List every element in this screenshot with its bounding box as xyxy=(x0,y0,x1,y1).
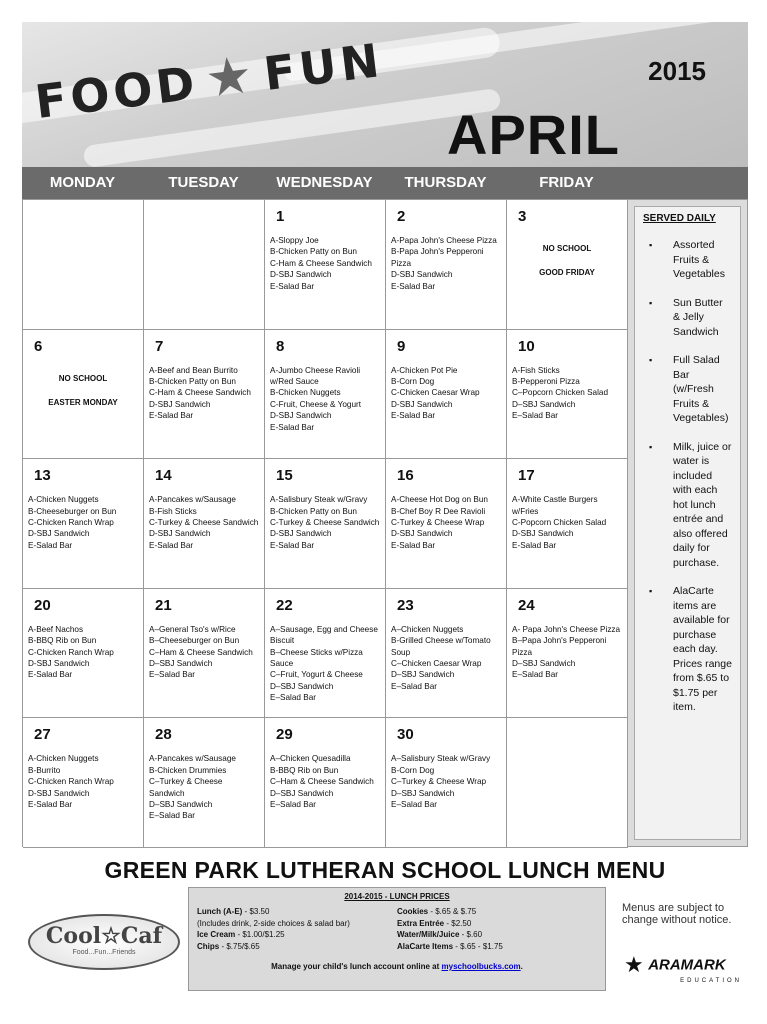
menu-item: C-Ham & Cheese Sandwich xyxy=(270,258,372,268)
day-note xyxy=(512,243,622,279)
menu-item: C-Chicken Ranch Wrap xyxy=(28,777,114,787)
menu-item: D-SBJ Sandwich xyxy=(28,529,90,539)
weekday-tuesday: TUESDAY xyxy=(168,174,239,191)
menu-disclaimer: Menus are subject to change without notice. xyxy=(622,902,732,926)
price-label: Lunch (A-E) xyxy=(197,907,243,916)
menu-item: C–Turkey & Cheese Wrap xyxy=(391,777,487,787)
menu-item: B-BBQ Rib on Bun xyxy=(270,765,339,775)
day-number: 20 xyxy=(34,596,51,614)
day-cell xyxy=(265,459,386,589)
menu-item: E-Salad Bar xyxy=(270,422,315,432)
price-value: - $.65 & $.75 xyxy=(428,907,477,916)
menu-item: A-Sloppy Joe xyxy=(270,236,319,245)
menu-items xyxy=(270,753,380,810)
logo-text-fun: FUN xyxy=(260,32,386,102)
menu-item: C-Ham & Cheese Sandwich xyxy=(149,388,251,398)
menu-item: B-Chef Boy R Dee Ravioli xyxy=(391,506,486,516)
price-value: (Includes drink, 2-side choices & salad bar) xyxy=(197,918,350,928)
weekday-header-row xyxy=(22,167,748,199)
day-cell xyxy=(23,589,144,719)
menu-items xyxy=(28,494,138,551)
served-daily-item: ▪ Milk, juice or water is included with each hot lunch entrée and also offered daily for purchase. xyxy=(643,440,732,571)
menu-item: A–Sausage, Egg and Cheese Biscuit xyxy=(270,624,378,646)
day-cell xyxy=(265,330,386,460)
menu-items xyxy=(270,624,380,704)
day-number: 9 xyxy=(397,337,406,355)
menu-item: A–Chicken Nuggets xyxy=(391,624,464,634)
prices-right-column xyxy=(397,906,597,952)
menu-item: A-Beef Nachos xyxy=(28,624,84,634)
aramark-education: EDUCATION xyxy=(680,978,742,984)
day-note-line: NO SCHOOL xyxy=(542,244,592,253)
menu-item: B–Papa John's Pepperoni Pizza xyxy=(512,636,607,657)
price-label: Cookies xyxy=(397,907,429,916)
day-cell xyxy=(265,718,386,848)
menu-item: A-Cheese Hot Dog on Bun xyxy=(391,495,488,505)
price-value: - $.60 xyxy=(459,930,483,939)
menu-item: E–Salad Bar xyxy=(149,670,195,680)
price-value: - $1.00/$1.25 xyxy=(235,930,285,939)
day-cell xyxy=(507,589,628,719)
price-value: - $2.50 xyxy=(444,918,472,928)
menu-items xyxy=(391,494,501,551)
menu-item: A-White Castle Burgers w/Fries xyxy=(512,495,598,516)
price-row xyxy=(197,906,397,918)
menu-items xyxy=(391,235,501,292)
menu-items xyxy=(149,624,259,681)
day-number: 22 xyxy=(276,596,293,614)
menu-item: D-SBJ Sandwich xyxy=(270,270,332,280)
menu-item: D–SBJ Sandwich xyxy=(512,659,576,668)
menu-item: A-Chicken Nuggets xyxy=(28,754,99,764)
menu-item: C-Turkey & Cheese Sandwich xyxy=(270,518,380,527)
served-daily-item: ▪ Sun Butter & Jelly Sandwich xyxy=(643,296,732,340)
price-label: Extra Entrée xyxy=(397,918,445,928)
menu-item: B-Pepperoni Pizza xyxy=(512,377,580,386)
day-cell xyxy=(144,589,265,719)
menu-item: C–Turkey & Cheese Sandwich xyxy=(149,777,223,798)
logo-text-food: FOOD xyxy=(32,55,202,130)
menu-item: E-Salad Bar xyxy=(149,540,194,550)
price-row xyxy=(397,941,597,953)
menu-item: B-Grilled Cheese w/Tomato Soup xyxy=(391,636,491,657)
menu-item: B-Chicken Drummies xyxy=(149,765,227,775)
menu-items xyxy=(512,624,622,681)
day-cell xyxy=(507,459,628,589)
menu-item: D–SBJ Sandwich xyxy=(149,659,213,668)
menu-items xyxy=(270,235,380,292)
menu-items xyxy=(149,365,259,422)
menu-item: D-SBJ Sandwich xyxy=(391,529,453,539)
price-value: - $.65 - $1.75 xyxy=(453,941,503,951)
menu-item: B-Cheeseburger on Bun xyxy=(28,506,117,516)
menu-item: C–Popcorn Chicken Salad xyxy=(512,388,609,398)
menu-item: E-Salad Bar xyxy=(28,540,73,550)
day-cell xyxy=(144,330,265,460)
day-number: 14 xyxy=(155,467,172,485)
menu-item: A-Papa John's Cheese Pizza xyxy=(391,236,497,245)
menu-items xyxy=(512,365,622,422)
menu-item: A–General Tso's w/Rice xyxy=(149,624,236,634)
menu-item: B-Chicken Nuggets xyxy=(270,388,341,398)
served-daily-item: ▪ AlaCarte items are available for purchase each day. Prices range from $.65 to $1.75 per item. xyxy=(643,584,732,715)
menu-item: A-Jumbo Cheese Ravioli w/Red Sauce xyxy=(270,365,361,386)
day-note-line: GOOD FRIDAY xyxy=(539,268,595,277)
calendar-grid xyxy=(22,199,627,847)
day-number: 16 xyxy=(397,467,414,485)
served-daily-item: ▪ Full Salad Bar (w/Fresh Fruits & Vegetables) xyxy=(643,353,732,426)
menu-item: D–SBJ Sandwich xyxy=(149,800,213,809)
header-banner xyxy=(22,22,748,167)
day-number: 2 xyxy=(397,208,406,225)
menu-item: D–SBJ Sandwich xyxy=(512,399,576,409)
menu-item: C-Popcorn Chicken Salad xyxy=(512,518,607,527)
menu-item: C–Chicken Caesar Wrap xyxy=(391,659,482,668)
weekday-friday: FRIDAY xyxy=(539,174,594,191)
menu-item: D-SBJ Sandwich xyxy=(512,529,574,539)
weekday-wednesday: WEDNESDAY xyxy=(276,174,373,191)
menu-item: C–Ham & Cheese Sandwich xyxy=(270,777,374,787)
day-cell xyxy=(386,200,507,330)
price-row xyxy=(397,929,597,941)
menu-item: C–Fruit, Yogurt & Cheese xyxy=(270,670,363,680)
menu-item: E-Salad Bar xyxy=(512,540,557,550)
day-number: 29 xyxy=(276,726,293,744)
price-row xyxy=(197,918,397,930)
day-cell xyxy=(23,200,144,330)
price-label: Chips xyxy=(197,941,220,951)
menu-items xyxy=(28,753,138,810)
menu-item: A–Salisbury Steak w/Gravy xyxy=(391,754,491,764)
day-number: 13 xyxy=(34,467,51,485)
day-cell xyxy=(265,589,386,719)
price-label: Ice Cream xyxy=(197,930,236,939)
day-cell xyxy=(265,200,386,330)
menu-item: B-Fish Sticks xyxy=(149,506,197,516)
price-label: Water/Milk/Juice xyxy=(397,930,460,939)
menu-item: E-Salad Bar xyxy=(391,281,436,291)
lunch-prices-box xyxy=(188,887,606,991)
day-cell xyxy=(144,200,265,330)
day-note-line: NO SCHOOL xyxy=(58,373,108,383)
menu-item: C-Chicken Ranch Wrap xyxy=(28,518,114,527)
lunch-prices-title: 2014-2015 - LUNCH PRICES xyxy=(344,892,450,901)
day-cell xyxy=(507,200,628,330)
menu-item: B–Cheese Sticks w/Pizza Sauce xyxy=(270,647,363,668)
day-number: 6 xyxy=(34,337,43,355)
menu-item: C-Chicken Ranch Wrap xyxy=(28,647,114,657)
menu-item: A-Chicken Pot Pie xyxy=(391,365,458,375)
menu-items xyxy=(270,494,380,551)
menu-item: E–Salad Bar xyxy=(391,681,437,691)
menu-item: D-SBJ Sandwich xyxy=(28,659,90,668)
menu-item: D-SBJ Sandwich xyxy=(28,788,90,798)
day-cell xyxy=(144,459,265,589)
menu-item: C-Turkey & Cheese Wrap xyxy=(391,518,485,527)
menu-item: C-Chicken Caesar Wrap xyxy=(391,388,480,398)
menu-item: D-SBJ Sandwich xyxy=(149,399,211,409)
menu-item: D-SBJ Sandwich xyxy=(391,399,453,409)
menu-item: B-Corn Dog xyxy=(391,377,435,386)
day-number: 30 xyxy=(397,726,414,744)
day-cell xyxy=(386,330,507,460)
price-value: - $.75/$.65 xyxy=(219,941,260,951)
menu-item: E-Salad Bar xyxy=(270,281,315,291)
day-number: 8 xyxy=(276,337,285,355)
price-label: AlaCarte Items xyxy=(397,941,454,951)
menu-item: D–SBJ Sandwich xyxy=(270,788,334,798)
menu-item: A-Fish Sticks xyxy=(512,365,560,375)
menu-item: B–Cheeseburger on Bun xyxy=(149,636,240,646)
menu-item: B-Corn Dog xyxy=(391,765,435,775)
price-row xyxy=(397,918,597,930)
menu-item: E-Salad Bar xyxy=(28,800,73,809)
day-number: 28 xyxy=(155,726,172,744)
day-note-line: EASTER MONDAY xyxy=(48,397,118,407)
aramark-logo xyxy=(624,952,752,984)
menu-item: A-Beef and Bean Burrito xyxy=(149,365,238,375)
myschoolbucks-link[interactable]: myschoolbucks.com xyxy=(441,962,521,971)
day-cell xyxy=(23,459,144,589)
menu-items xyxy=(149,753,259,821)
menu-item: D-SBJ Sandwich xyxy=(391,270,453,280)
manage-account-text xyxy=(197,962,597,971)
menu-items xyxy=(270,365,380,433)
menu-item: A–Chicken Quesadilla xyxy=(270,754,351,764)
day-cell xyxy=(507,330,628,460)
cool-caf-logo-text: Cool☆Caf xyxy=(45,923,163,949)
day-cell xyxy=(23,718,144,848)
day-cell xyxy=(386,589,507,719)
day-note xyxy=(28,373,138,409)
manage-account-period: . xyxy=(520,962,523,971)
day-number: 1 xyxy=(276,208,285,225)
served-daily-list xyxy=(643,238,732,715)
day-number: 24 xyxy=(518,596,535,614)
day-number: 10 xyxy=(518,337,535,355)
month-title: APRIL xyxy=(447,103,620,166)
menu-item: E-Salad Bar xyxy=(149,411,194,421)
menu-items xyxy=(512,494,622,551)
day-number: 27 xyxy=(34,726,51,744)
menu-items xyxy=(149,494,259,551)
price-row xyxy=(397,906,597,918)
menu-item: D-SBJ Sandwich xyxy=(270,529,332,539)
price-row xyxy=(197,929,397,941)
day-cell xyxy=(144,718,265,848)
day-number: 7 xyxy=(155,337,164,355)
menu-item: E-Salad Bar xyxy=(391,411,436,421)
menu-items xyxy=(391,624,501,692)
served-daily-panel xyxy=(627,199,748,847)
served-daily-item: ▪ Assorted Fruits & Vegetables xyxy=(643,238,732,282)
menu-items xyxy=(28,624,138,681)
menu-item: E–Salad Bar xyxy=(512,670,558,680)
served-daily-title: SERVED DAILY xyxy=(643,213,716,224)
manage-account-label: Manage your child's lunch account online at xyxy=(271,962,442,971)
day-cell xyxy=(507,718,628,848)
menu-item: E–Salad Bar xyxy=(270,800,316,809)
menu-item: E–Salad Bar xyxy=(270,693,316,703)
menu-item: D–SBJ Sandwich xyxy=(391,788,455,798)
menu-item: E-Salad Bar xyxy=(28,670,73,680)
menu-item: A-Chicken Nuggets xyxy=(28,495,99,505)
menu-item: A- Papa John's Cheese Pizza xyxy=(512,624,621,634)
aramark-star-icon: ★ xyxy=(624,952,644,977)
day-number: 3 xyxy=(518,208,527,225)
menu-item: B-BBQ Rib on Bun xyxy=(28,636,97,646)
day-number: 23 xyxy=(397,596,414,614)
menu-item: A-Pancakes w/Sausage xyxy=(149,754,236,764)
menu-item: B-Chicken Patty on Bun xyxy=(270,247,357,257)
day-cell xyxy=(23,330,144,460)
weekday-thursday: THURSDAY xyxy=(404,174,487,191)
cool-caf-logo xyxy=(28,914,180,970)
day-cell xyxy=(386,718,507,848)
menu-item: C-Turkey & Cheese Sandwich xyxy=(149,518,259,527)
school-menu-title: GREEN PARK LUTHERAN SCHOOL LUNCH MENU xyxy=(104,857,666,883)
day-cell xyxy=(386,459,507,589)
menu-item: E–Salad Bar xyxy=(512,411,558,421)
menu-item: D-SBJ Sandwich xyxy=(270,411,332,421)
cool-caf-logo-subtitle: Food...Fun...Friends xyxy=(72,949,136,956)
menu-items xyxy=(391,753,501,810)
menu-items xyxy=(391,365,501,422)
menu-item: E–Salad Bar xyxy=(149,811,195,821)
menu-item: B-Chicken Patty on Bun xyxy=(149,377,236,386)
menu-item: D-SBJ Sandwich xyxy=(149,529,211,539)
day-number: 21 xyxy=(155,596,172,614)
menu-item: B-Papa John's Pepperoni Pizza xyxy=(391,247,484,268)
menu-item: A-Pancakes w/Sausage xyxy=(149,495,236,505)
menu-item: E-Salad Bar xyxy=(270,540,315,550)
menu-item: D–SBJ Sandwich xyxy=(391,670,455,680)
prices-left-column xyxy=(197,906,397,952)
menu-item: E-Salad Bar xyxy=(391,540,436,550)
menu-item: A-Salisbury Steak w/Gravy xyxy=(270,495,368,505)
menu-item: C–Ham & Cheese Sandwich xyxy=(149,647,253,657)
menu-item: E–Salad Bar xyxy=(391,800,437,809)
year: 2015 xyxy=(648,56,706,86)
weekday-monday: MONDAY xyxy=(49,174,116,191)
aramark-name: ARAMARK xyxy=(648,956,726,974)
menu-item: D–SBJ Sandwich xyxy=(270,681,334,691)
star-icon: ★ xyxy=(202,44,260,111)
day-number: 17 xyxy=(518,467,535,485)
menu-item: B-Burrito xyxy=(28,765,61,775)
menu-item: C-Fruit, Cheese & Yogurt xyxy=(270,399,362,409)
menu-item: B-Chicken Patty on Bun xyxy=(270,506,357,516)
price-row xyxy=(197,941,397,953)
price-value: - $3.50 xyxy=(242,907,270,916)
day-number: 15 xyxy=(276,467,293,485)
